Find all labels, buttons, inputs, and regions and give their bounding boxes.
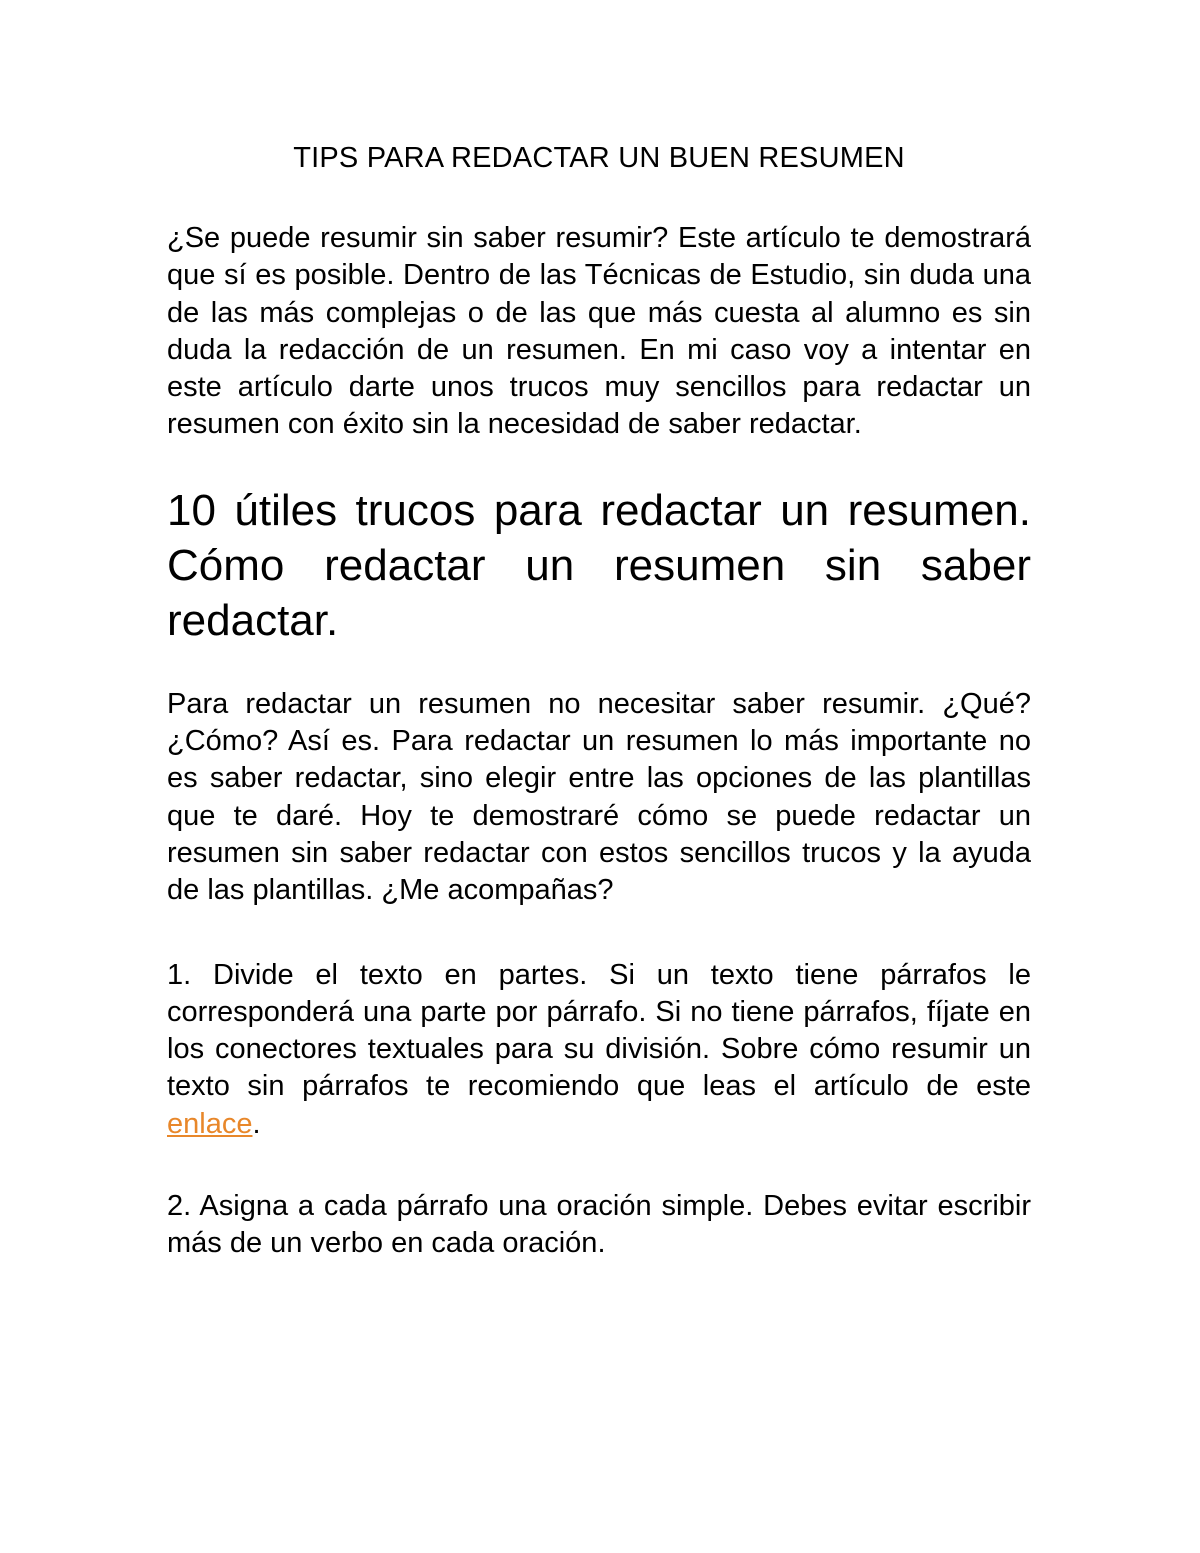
enlace-link[interactable]: enlace [167, 1107, 253, 1140]
document-title: TIPS PARA REDACTAR UN BUEN RESUMEN [293, 142, 905, 174]
body-paragraph: Para redactar un resumen no necesitar saber resumir. ¿Qué? ¿Cómo? Así es. Para redactar un resumen lo más importante no es saber redactar, sino elegir entre las opciones de las plantillas que te daré. Hoy te demostraré cómo se puede redactar un resumen sin saber redactar con estos sencillos trucos y la ayuda de las plantillas. ¿Me acompañas? [167, 687, 1031, 907]
document-page [167, 138, 1031, 1263]
list-item-2: 2. Asigna a cada párrafo una oración simple. Debes evitar escribir más de un verbo en cada oración. [167, 1190, 1031, 1260]
section-heading: 10 útiles trucos para redactar un resumen. Cómo redactar un resumen sin saber redactar. [167, 485, 1031, 645]
list-item-1-text: 1. Divide el texto en partes. Si un texto tiene párrafos le corresponderá una parte por párrafo. Si no tiene párrafos, fíjate en los conectores textuales para su división. Sobre cómo resumir un texto sin párrafos te recomiendo que leas el artículo de este [167, 958, 1031, 1103]
list-item-1-end: . [252, 1107, 261, 1140]
list-item-1 [167, 957, 1031, 1143]
intro-paragraph: ¿Se puede resumir sin saber resumir? Este artículo te demostrará que sí es posible. Dentro de las Técnicas de Estudio, sin duda una de las más complejas o de las que más cuesta al alumno es sin duda la redacción de un resumen. En mi caso voy a intentar en este artículo darte unos trucos muy sencillos para redactar un resumen con éxito sin la necesidad de saber redactar. [167, 222, 1031, 441]
